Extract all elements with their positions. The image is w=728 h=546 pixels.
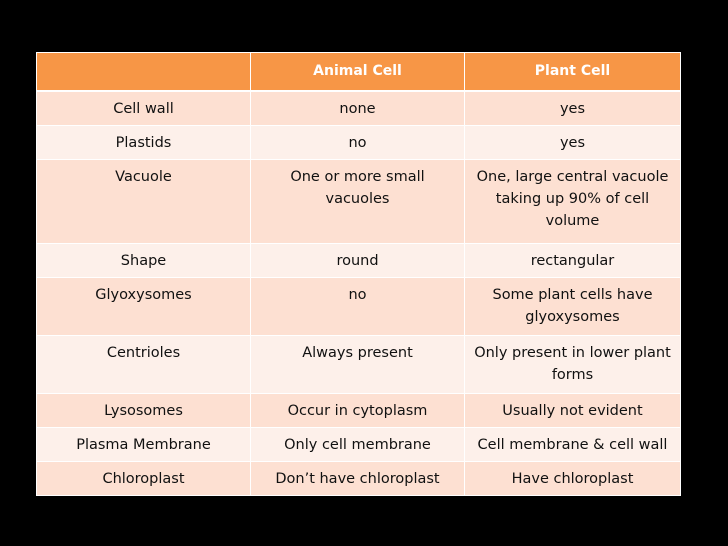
feature-cell: Plasma Membrane: [37, 428, 251, 462]
animal-cell: Occur in cytoplasm: [251, 394, 465, 428]
table-row: [37, 394, 681, 428]
plant-cell: Usually not evident: [465, 394, 681, 428]
feature-cell: Plastids: [37, 126, 251, 160]
table-row: [37, 462, 681, 496]
table-row: [37, 91, 681, 126]
animal-cell: no: [251, 126, 465, 160]
feature-cell: Shape: [37, 244, 251, 278]
feature-cell: Vacuole: [37, 160, 251, 244]
animal-cell: none: [251, 91, 465, 126]
table-header-row: [37, 53, 681, 92]
table-row: [37, 126, 681, 160]
table-row: [37, 336, 681, 394]
animal-cell: Always present: [251, 336, 465, 394]
plant-cell: Have chloroplast: [465, 462, 681, 496]
plant-cell: One, large central vacuole taking up 90% of cell volume: [465, 160, 681, 244]
plant-cell: yes: [465, 126, 681, 160]
plant-cell: yes: [465, 91, 681, 126]
comparison-table: [36, 52, 681, 496]
animal-cell: Only cell membrane: [251, 428, 465, 462]
feature-cell: Glyoxysomes: [37, 278, 251, 336]
table-row: [37, 160, 681, 244]
plant-cell: Some plant cells have glyoxysomes: [465, 278, 681, 336]
header-plant-cell: Plant Cell: [465, 53, 681, 92]
feature-cell: Lysosomes: [37, 394, 251, 428]
animal-cell: One or more small vacuoles: [251, 160, 465, 244]
plant-cell: rectangular: [465, 244, 681, 278]
plant-cell: Cell membrane & cell wall: [465, 428, 681, 462]
table-row: [37, 278, 681, 336]
header-feature: [37, 53, 251, 92]
feature-cell: Cell wall: [37, 91, 251, 126]
plant-cell: Only present in lower plant forms: [465, 336, 681, 394]
animal-cell: round: [251, 244, 465, 278]
header-animal-cell: Animal Cell: [251, 53, 465, 92]
feature-cell: Chloroplast: [37, 462, 251, 496]
animal-cell: no: [251, 278, 465, 336]
table-row: [37, 244, 681, 278]
table-row: [37, 428, 681, 462]
animal-cell: Don’t have chloroplast: [251, 462, 465, 496]
feature-cell: Centrioles: [37, 336, 251, 394]
